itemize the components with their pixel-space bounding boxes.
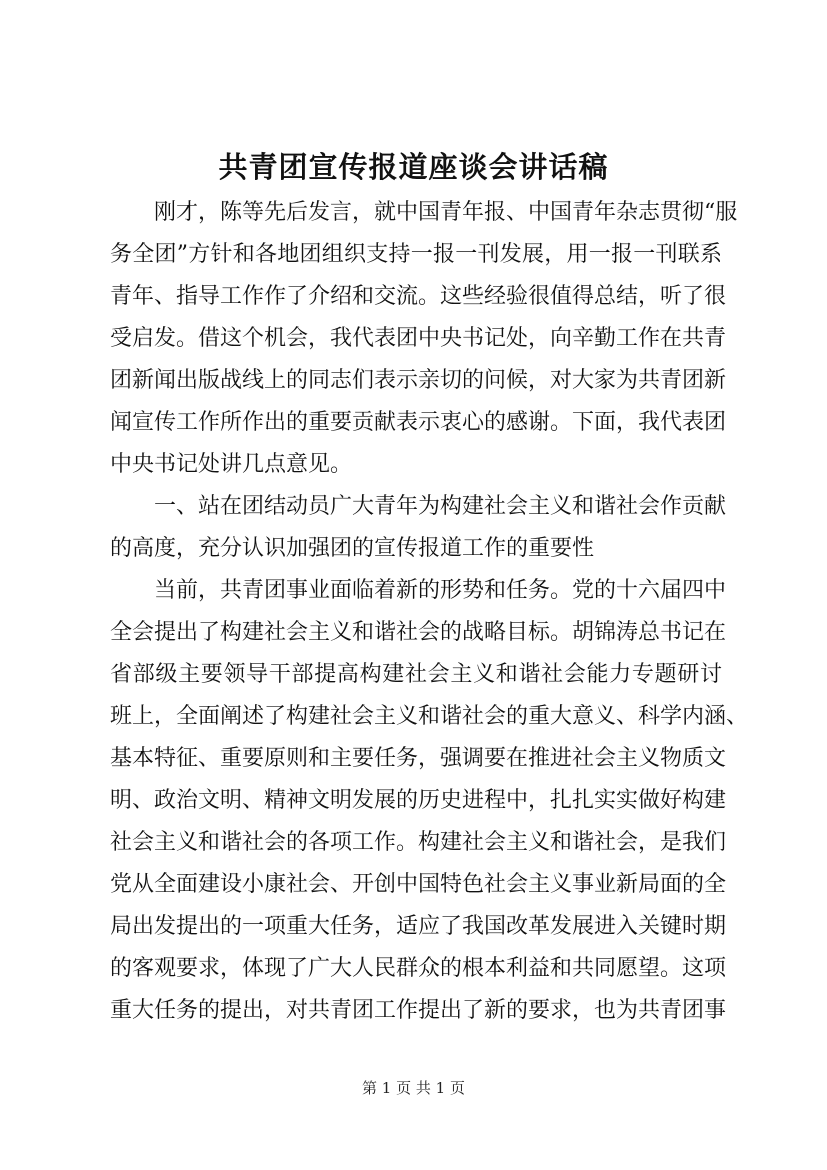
paragraph-line: 当前，共青团事业面临着新的形势和任务。党的十六届四中 [154, 578, 727, 603]
paragraph [110, 192, 738, 486]
paragraph-line: 社会主义和谐社会的各项工作。构建社会主义和谐社会，是我们 [110, 830, 727, 855]
paragraph-line: 全会提出了构建社会主义和谐社会的战略目标。胡锦涛总书记在 [110, 620, 727, 645]
paragraph-line: 青年、指导工作作了介绍和交流。这些经验很值得总结，听了很 [110, 284, 727, 309]
page-footer: 第 1 页 共 1 页 [362, 1079, 465, 1097]
paragraph-line: 基本特征、重要原则和主要任务，强调要在推进社会主义物质文 [110, 746, 727, 771]
paragraph [110, 570, 749, 1032]
paragraph-line: 班上，全面阐述了构建社会主义和谐社会的重大意义、科学内涵、 [110, 704, 749, 729]
paragraph-line: 省部级主要领导干部提高构建社会主义和谐社会能力专题研讨 [110, 662, 722, 687]
paragraph-line: 明、政治文明、精神文明发展的历史进程中，扎扎实实做好构建 [110, 788, 727, 813]
document-body [110, 192, 749, 1032]
paragraph-line: 务全团”方针和各地团组织支持一报一刊发展，用一报一刊联系 [110, 242, 722, 267]
paragraph-line: 局出发提出的一项重大任务，适应了我国改革发展进入关键时期 [110, 914, 727, 939]
paragraph-line: 的高度，充分认识加强团的宣传报道工作的重要性 [110, 536, 595, 561]
paragraph-line: 党从全面建设小康社会、开创中国特色社会主义事业新局面的全 [110, 872, 727, 897]
paragraph-line: 刚才，陈等先后发言，就中国青年报、中国青年杂志贯彻“服 [154, 200, 738, 225]
paragraph-line: 一、站在团结动员广大青年为构建社会主义和谐社会作贡献 [154, 494, 727, 519]
paragraph-line: 重大任务的提出，对共青团工作提出了新的要求，也为共青团事 [110, 998, 727, 1023]
document-title: 共青团宣传报道座谈会讲话稿 [218, 150, 609, 184]
paragraph-line: 中央书记处讲几点意见。 [110, 452, 353, 477]
paragraph-line: 团新闻出版战线上的同志们表示亲切的问候，对大家为共青团新 [110, 368, 727, 393]
section-heading [110, 486, 727, 570]
paragraph-line: 受启发。借这个机会，我代表团中央书记处，向辛勤工作在共青 [110, 326, 727, 351]
paragraph-line: 的客观要求，体现了广大人民群众的根本利益和共同愿望。这项 [110, 956, 727, 981]
paragraph-line: 闻宣传工作所作出的重要贡献表示衷心的感谢。下面，我代表团 [110, 410, 727, 435]
